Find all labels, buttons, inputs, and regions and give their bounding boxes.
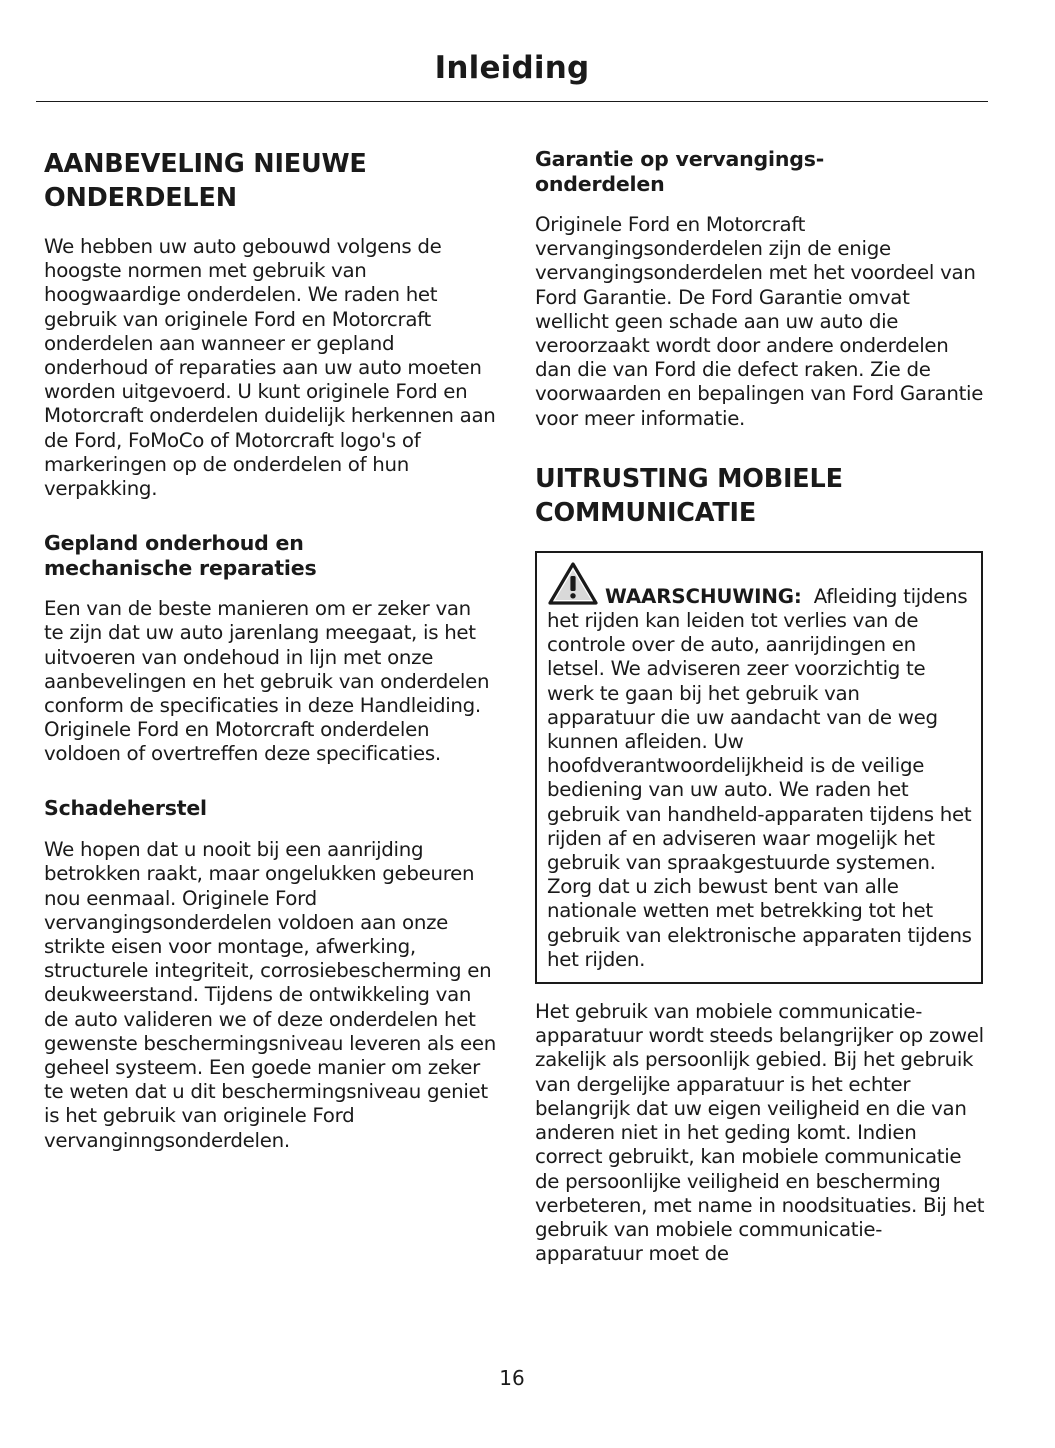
section-title-new-parts: AANBEVELING NIEUWE ONDERDELEN: [44, 149, 367, 213]
left-column: [44, 147, 496, 1153]
right-column: [535, 147, 985, 1266]
warning-paragraph: [547, 561, 972, 972]
header-divider: [36, 101, 988, 102]
subheading-damage-repair: Schadeherstel: [44, 795, 207, 820]
section-title-mobile: UITRUSTING MOBIELE COMMUNICATIE: [535, 463, 843, 528]
warning-label: WAARSCHUWING:: [605, 584, 802, 608]
maintenance-paragraph: Een van de beste manieren om er zeker van te zijn dat uw auto jarenlang meegaat, is het uitvoeren van ondehoud in lijn met onze aanbevelingen en het gebruik van onderdelen conform de specificaties in deze Handleiding. Originele Ford en Motorcraft onderdelen voldoen of overtreffen deze specificaties.: [44, 597, 490, 766]
page-title: Inleiding: [434, 50, 590, 86]
warning-triangle-icon: [547, 561, 599, 607]
mobile-paragraph: Het gebruik van mobiele communicatie-apparatuur wordt steeds belangrijker op zowel zakelijk als persoonlijk gebied. Bij het gebruik van dergelijke apparatuur is het echter belangrijk dat uw eigen veiligheid en die van anderen niet in het geding komt. Indien correct gebruikt, kan mobiele communicatie de persoonlijke veiligheid en bescherming verbeteren, met name in noodsituaties. Bij het gebruik van mobiele communicatie-apparatuur moet de: [535, 1000, 985, 1266]
warning-box: [535, 551, 983, 984]
page-number: 16: [499, 1366, 525, 1390]
warning-text: Afleiding tijdens het rijden kan leiden tot verlies van de controle over de auto, aanrijdingen en letsel. We adviseren zeer voorzichtig te werk te gaan bij het gebruik van apparatuur die uw aandacht van de weg kunnen afleiden. Uw hoofdverantwoordelijkheid is de veilige bediening van uw auto. We raden het gebruik van handheld-apparaten tijdens het rijden af en adviseren waar mogelijk het gebruik van spraakgestuurde systemen. Zorg dat u zich bewust bent van alle nationale wetten met betrekking tot het gebruik van elektronische apparaten tijdens het rijden.: [547, 584, 972, 971]
subheading-warranty: Garantie op vervangings-onderdelen: [535, 147, 825, 196]
subheading-maintenance: Gepland onderhoud en mechanische reparaties: [44, 531, 317, 580]
intro-paragraph: We hebben uw auto gebouwd volgens de hoogste normen met gebruik van hoogwaardige onderdelen. We raden het gebruik van originele Ford en Motorcraft onderdelen aan wanneer er gepland onderhoud of reparaties aan uw auto moeten worden uitgevoerd. U kunt originele Ford en Motorcraft onderdelen duidelijk herkennen aan de Ford, FoMoCo of Motorcraft logo's of markeringen op de onderdelen of hun verpakking.: [44, 235, 496, 501]
damage-repair-paragraph: We hopen dat u nooit bij een aanrijding betrokken raakt, maar ongelukken gebeuren nou eenmaal. Originele Ford vervangingsonderdelen voldoen aan onze strikte eisen voor montage, afwerking, structurele integriteit, corrosiebescherming en deukweerstand. Tijdens de ontwikkeling van de auto valideren we of deze onderdelen het gewenste beschermingsniveau leveren als een geheel systeem. Een goede manier om zeker te weten dat u dit beschermingsniveau geniet is het gebruik van originele Ford vervanginngsonderdelen.: [44, 838, 496, 1152]
warranty-paragraph: Originele Ford en Motorcraft vervangingsonderdelen zijn de enige vervangingsonderdelen met het voordeel van Ford Garantie. De Ford Garantie omvat wellicht geen schade aan uw auto die veroorzaakt wordt door andere onderdelen dan die van Ford die defect raken. Zie de voorwaarden en bepalingen van Ford Garantie voor meer informatie.: [535, 213, 984, 430]
